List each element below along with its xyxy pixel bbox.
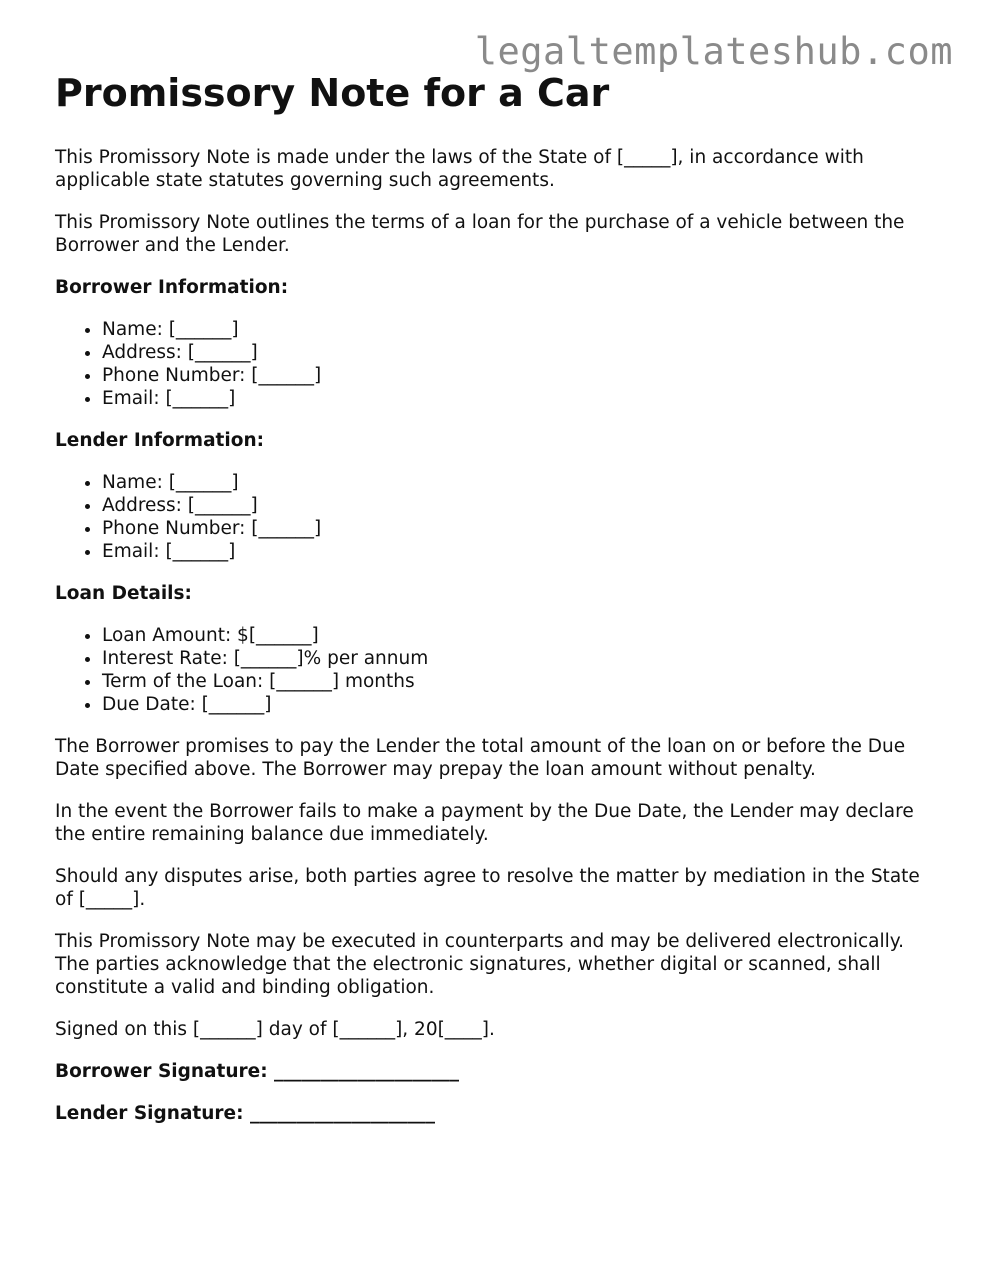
lender-name-item: • Name: [______]	[102, 471, 935, 494]
borrower-info-list	[55, 318, 935, 410]
interest-rate-item: • Interest Rate: [______]% per annum	[102, 647, 935, 670]
due-date-item: • Due Date: [______]	[102, 693, 935, 716]
lender-phone-item: • Phone Number: [______]	[102, 517, 935, 540]
intro-paragraph-law: This Promissory Note is made under the laws of the State of [_____], in accordance with applicable state statutes governing such agreements.	[55, 147, 864, 191]
borrower-name-item: • Name: [______]	[102, 318, 935, 341]
repayment-paragraph: The Borrower promises to pay the Lender the total amount of the loan on or before the Due Date specified above. The Borrower may prepay the loan amount without penalty.	[55, 736, 906, 780]
watermark: legaltemplateshub.com	[474, 30, 953, 73]
signed-date-line: Signed on this [______] day of [______], 20[____].	[55, 1019, 495, 1040]
borrower-info-heading: Borrower Information:	[55, 277, 289, 298]
loan-details-heading: Loan Details:	[55, 583, 192, 604]
default-paragraph: In the event the Borrower fails to make a payment by the Due Date, the Lender may declare the entire remaining balance due immediately.	[55, 801, 914, 845]
lender-signature-line: Lender Signature: ____________________	[55, 1103, 435, 1124]
loan-details-list	[55, 624, 935, 716]
borrower-email-item: • Email: [______]	[102, 387, 935, 410]
loan-term-item: • Term of the Loan: [______] months	[102, 670, 935, 693]
lender-address-item: • Address: [______]	[102, 494, 935, 517]
counterparts-paragraph: This Promissory Note may be executed in counterparts and may be delivered electronically. The parties acknowledge that the electronic signatures, whether digital or scanned, shall constitute a valid and binding obligation.	[55, 931, 904, 998]
document-title: Promissory Note for a Car	[55, 71, 610, 115]
lender-info-heading: Lender Information:	[55, 430, 265, 451]
disputes-paragraph: Should any disputes arise, both parties agree to resolve the matter by mediation in the State of [_____].	[55, 866, 920, 910]
borrower-signature-line: Borrower Signature: ____________________	[55, 1061, 460, 1082]
intro-paragraph-purpose: This Promissory Note outlines the terms of a loan for the purchase of a vehicle between the Borrower and the Lender.	[55, 212, 905, 256]
lender-info-list	[55, 471, 935, 563]
borrower-address-item: • Address: [______]	[102, 341, 935, 364]
lender-email-item: • Email: [______]	[102, 540, 935, 563]
document-body	[55, 70, 935, 1144]
borrower-phone-item: • Phone Number: [______]	[102, 364, 935, 387]
loan-amount-item: • Loan Amount: $[______]	[102, 624, 935, 647]
